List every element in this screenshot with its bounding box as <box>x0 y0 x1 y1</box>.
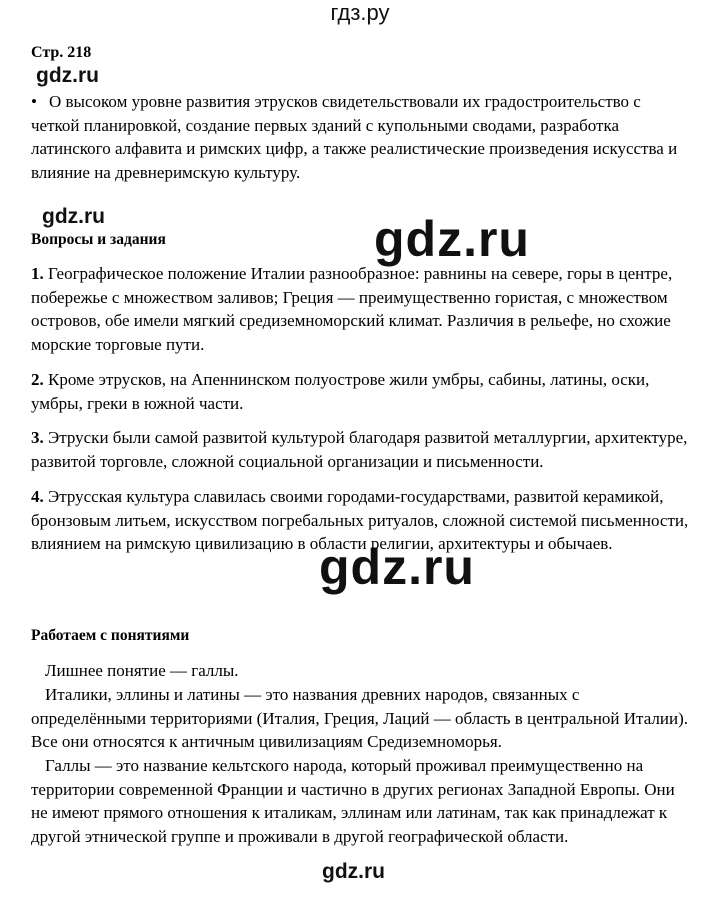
concept-paragraph: Италики, эллины и латины — это названия древних народов, связанных с определёнными территориями (Италия, Греция, Лаций — область в центральной Италии). Все они относятся к античным цивилизациям Средиземноморья. <box>31 685 688 751</box>
question-answer: Этруски были самой развитой культурой благодаря развитой металлургии, архитектуре, развитой торговле, сложной социальной организации и письменности. <box>31 428 688 471</box>
page-reference: Стр. 218 <box>31 44 92 61</box>
intro-text: О высоком уровне развития этрусков свидетельствовали их градостроительство с четкой планировкой, создание первых зданий с купольными сводами, разработка латинского алфавита и римских цифр, а также реалистические произведения искусства и влияние на древнеримскую культуру. <box>31 92 678 182</box>
question-number: 1. <box>31 264 44 283</box>
question-number: 3. <box>31 428 44 447</box>
bullet-icon: • <box>31 92 37 111</box>
watermark: gdz.ru <box>42 205 105 228</box>
site-header: гдз.ру <box>330 0 390 25</box>
concepts-heading: Работаем с понятиями <box>31 627 190 644</box>
question-number: 2. <box>31 370 44 389</box>
watermark: gdz.ru <box>36 64 99 87</box>
question-answer: Этрусская культура славилась своими городами-государствами, развитой керамикой, бронзовым литьем, искусством погребальных ритуалов, сложной системой письменности, влиянием на римскую цивилизацию в области религии, архитектуры и обычаев. <box>31 487 689 553</box>
question-item <box>31 262 691 356</box>
intro-paragraph <box>31 90 686 184</box>
question-answer: Географическое положение Италии разнообразное: равнины на севере, горы в центре, побережье с множеством заливов; Греция — преимущественно гористая, с множеством островов, обе имели мягкий средиземноморский климат. Различия в рельефе, но схожие морские торговые пути. <box>31 264 673 354</box>
watermark: gdz.ru <box>319 539 475 595</box>
concept-paragraph: Лишнее понятие — галлы. <box>45 661 239 680</box>
concept-paragraph: Галлы — это название кельтского народа, который проживал преимущественно на территории современной Франции и частично в других регионах Западной Европы. Они не имеют прямого отношения к италикам, эллинам или латинам, так как принадлежат к другой этнической группе и проживали в другой географической области. <box>31 756 675 846</box>
question-answer: Кроме этрусков, на Апеннинском полуострове жили умбры, сабины, латины, оски, умбры, греки в южной части. <box>31 370 650 413</box>
questions-heading: Вопросы и задания <box>31 231 166 248</box>
question-item <box>31 368 691 415</box>
watermark: gdz.ru <box>322 860 385 883</box>
question-item <box>31 426 691 473</box>
question-item <box>31 485 691 556</box>
watermark: gdz.ru <box>374 211 530 267</box>
question-number: 4. <box>31 487 44 506</box>
